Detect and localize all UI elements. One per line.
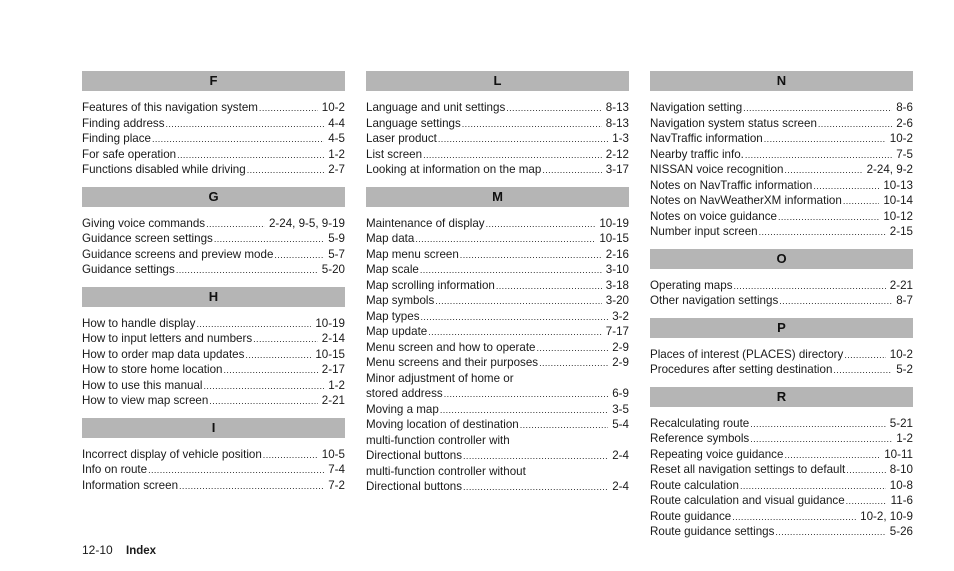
dot-leader [415,231,595,246]
entry-text: NavTraffic information [650,132,763,145]
entry-text: Menu screen and how to operate [366,340,536,354]
index-entry [650,209,913,225]
page-reference: 8-13 [605,101,629,114]
entry-text: Route calculation and visual guidance [650,494,845,507]
entry-text: How to view map screen [82,394,209,407]
index-entry [366,355,629,371]
page-reference: 8-10 [889,463,913,476]
index-entry [650,347,913,363]
dot-leader [428,324,602,339]
entry-text: Moving location of destination [366,418,519,431]
entry-list [650,91,913,240]
section-header: L [366,71,629,91]
page-reference: 3-20 [605,294,629,307]
dot-leader [818,116,892,131]
index-entry [82,116,345,132]
entry-text: Information screen [82,478,179,492]
index-entry [82,378,345,394]
page-reference: 1-2 [328,378,345,392]
dot-leader [784,162,862,177]
index-entry [366,324,629,340]
page-reference: 5-26 [889,525,913,538]
index-entry [82,100,345,116]
entry-text: Reset all navigation settings to default [650,463,846,476]
page-reference: 10-13 [883,178,913,192]
entry-text: Other navigation settings [650,294,779,307]
entry-list [82,307,345,409]
page-reference: 5-7 [328,247,345,261]
index-entry [82,231,345,247]
page-reference: 10-2 [321,101,345,114]
entry-text: Map menu screen [366,247,459,261]
entry-text: Repeating voice guidance [650,447,784,461]
entry-text: For safe operation [82,147,177,161]
entry-text: Places of interest (PLACES) directory [650,347,844,361]
page-reference: 3-10 [605,263,629,276]
index-entry [366,340,629,356]
page-reference: 7-5 [896,147,913,161]
index-entry [366,131,629,147]
dot-leader [750,416,886,431]
page-reference: 2-21 [889,278,913,292]
entry-text: Functions disabled while driving [82,163,246,176]
dot-leader [537,340,609,355]
dot-leader [732,509,856,524]
page-reference: 2-6 [896,116,913,130]
entry-text: Notes on NavWeatherXM information [650,194,842,207]
index-entry [366,293,629,309]
index-entry [366,448,629,464]
entry-text: Number input screen [650,225,758,238]
index-section-f [82,71,345,178]
index-section-g [82,187,345,278]
dot-leader [463,479,608,494]
index-entry [366,433,629,449]
entry-text: Map scale [366,263,419,276]
entry-text: Moving a map [366,402,439,416]
dot-leader [846,493,887,508]
page-reference: 10-19 [315,316,345,330]
index-entry [366,309,629,325]
dot-leader [759,224,886,239]
page-reference: 10-15 [599,232,629,245]
dot-leader [496,278,602,293]
index-entry [366,162,629,178]
index-entry [82,316,345,332]
index-column-3 [650,71,913,549]
dot-leader [833,362,892,377]
entry-text: Navigation system status screen [650,116,817,130]
dot-leader [486,216,596,231]
dot-leader [148,462,324,477]
index-entry [650,178,913,194]
entry-text: Finding address [82,116,165,130]
dot-leader [750,431,892,446]
entry-text: Route calculation [650,478,739,492]
page-reference: 7-2 [328,478,345,492]
entry-text: Nearby traffic info. [650,147,744,161]
page-reference: 10-2 [889,132,913,145]
index-entry [82,247,345,263]
dot-leader [179,478,324,493]
dot-leader [423,147,602,162]
index-entry [366,371,629,387]
dot-leader [214,231,324,246]
dot-leader [420,262,602,277]
dot-leader [779,293,892,308]
dot-leader [435,293,601,308]
page-reference: 4-4 [328,116,345,130]
dot-leader [460,247,602,262]
dot-leader [844,347,885,362]
entry-text: NISSAN voice recognition [650,163,784,176]
page-reference: 10-14 [883,194,913,207]
dot-leader [539,355,608,370]
entry-text: Route guidance settings [650,525,775,538]
dot-leader [843,193,880,208]
dot-leader [542,162,601,177]
index-entry [82,331,345,347]
entry-text: How to input letters and numbers [82,332,253,345]
page-reference: 8-13 [605,116,629,130]
entry-list [650,407,913,540]
dot-leader [274,247,324,262]
entry-text: Guidance screen settings [82,232,213,245]
index-entry [82,478,345,494]
entry-text: Notes on voice guidance [650,209,777,223]
index-section-r [650,387,913,540]
entry-list [650,338,913,378]
dot-leader [813,178,879,193]
dot-leader [421,309,609,324]
entry-text: How to handle display [82,316,196,330]
page-reference: 3-5 [612,402,629,416]
entry-text: Notes on NavTraffic information [650,178,813,192]
index-entry [82,362,345,378]
index-entry [650,524,913,540]
index-section-h [82,287,345,409]
entry-text: Reference symbols [650,432,750,445]
entry-text: multi-function controller with [366,433,510,447]
entry-text: Guidance settings [82,263,175,276]
index-entry [366,100,629,116]
page-reference: 10-5 [321,447,345,461]
page-reference: 2-17 [321,363,345,376]
entry-list [82,438,345,494]
entry-text: Map scrolling information [366,278,495,292]
page-reference: 10-12 [883,209,913,223]
page-reference: 10-8 [889,478,913,492]
entry-text: Directional buttons [366,480,463,493]
dot-leader [734,278,886,293]
page-reference: 3-18 [605,278,629,292]
entry-text: Map update [366,325,428,338]
page-reference: 10-19 [599,216,629,230]
dot-leader [166,116,325,131]
entry-text: stored address [366,387,443,400]
dot-leader [520,417,608,432]
page-reference: 3-2 [612,309,629,323]
entry-text: How to order map data updates [82,347,245,361]
entry-text: Info on route [82,463,148,476]
dot-leader [743,100,892,115]
dot-leader [263,447,318,462]
index-section-l [366,71,629,178]
dot-leader [740,478,886,493]
dot-leader [745,147,892,162]
page-number: 12-10 [82,543,113,557]
dot-leader [259,100,318,115]
index-column-2 [366,71,629,504]
dot-leader [778,209,879,224]
section-header: I [82,418,345,438]
index-section-m [366,187,629,495]
page-reference: 5-20 [321,263,345,276]
index-entry [650,416,913,432]
page-reference: 3-17 [605,163,629,176]
index-column-1 [82,71,345,502]
dot-leader [444,386,609,401]
entry-text: Map symbols [366,294,435,307]
entry-text: multi-function controller without [366,464,526,478]
entry-text: Looking at information on the map [366,163,542,176]
index-entry [650,509,913,525]
index-section-i [82,418,345,494]
dot-leader [253,331,318,346]
entry-text: Language settings [366,116,461,130]
dot-leader [245,347,311,362]
dot-leader [846,462,885,477]
page-reference: 2-12 [605,147,629,161]
dot-leader [440,402,608,417]
entry-list [366,207,629,495]
index-entry [366,147,629,163]
page-footer [82,543,156,557]
entry-text: Map types [366,309,420,323]
page-reference: 1-3 [612,132,629,145]
section-header: F [82,71,345,91]
dot-leader [206,216,265,231]
dot-leader [196,316,311,331]
entry-text: Maintenance of display [366,216,485,230]
index-entry [650,278,913,294]
page-reference: 2-9 [612,340,629,354]
index-entry [82,216,345,232]
index-entry [366,116,629,132]
dot-leader [463,448,608,463]
index-section-o [650,249,913,309]
entry-text: Giving voice commands [82,216,206,230]
page-reference: 5-9 [328,232,345,245]
entry-text: How to use this manual [82,378,203,392]
index-entry [650,224,913,240]
page-reference: 1-2 [328,147,345,161]
section-header: N [650,71,913,91]
page-reference: 10-2 [889,347,913,361]
section-header: G [82,187,345,207]
dot-leader [176,262,318,277]
index-entry [650,447,913,463]
section-header: M [366,187,629,207]
dot-leader [764,131,886,146]
page-reference: 2-24, 9-5, 9-19 [268,216,345,230]
entry-text: Recalculating route [650,416,750,430]
entry-text: How to store home location [82,363,223,376]
entry-text: Navigation setting [650,101,743,114]
entry-text: Features of this navigation system [82,101,258,114]
page-reference: 8-7 [896,294,913,307]
dot-leader [177,147,324,162]
index-entry [82,162,345,178]
page-reference: 7-17 [605,325,629,338]
index-entry [82,131,345,147]
entry-text: Menu screens and their purposes [366,356,539,369]
index-entry [650,493,913,509]
dot-leader [784,447,880,462]
page-reference: 7-4 [328,463,345,476]
index-entry [650,147,913,163]
page-reference: 10-11 [884,447,913,461]
dot-leader [462,116,602,131]
index-entry [82,393,345,409]
index-entry [366,262,629,278]
page-reference: 2-4 [612,449,629,462]
index-entry [82,262,345,278]
entry-text: Incorrect display of vehicle position [82,447,262,461]
index-entry [650,116,913,132]
dot-leader [506,100,602,115]
page-reference: 2-24, 9-2 [866,163,913,176]
dot-leader [247,162,325,177]
entry-text: Operating maps [650,278,733,292]
index-entry [366,402,629,418]
footer-label: Index [126,545,157,557]
entry-list [82,207,345,278]
page-reference: 6-9 [612,387,629,400]
index-entry [650,478,913,494]
page-reference: 10-2, 10-9 [860,509,913,523]
entry-text: Route guidance [650,509,732,523]
page-reference: 4-5 [328,132,345,145]
index-entry [82,147,345,163]
page-reference: 5-2 [896,363,913,376]
entry-text: Guidance screens and preview mode [82,247,274,261]
dot-leader [204,378,325,393]
dot-leader [223,362,317,377]
index-section-p [650,318,913,378]
index-entry [366,479,629,495]
dot-leader [209,393,317,408]
entry-text: Laser product [366,132,437,145]
index-entry [366,464,629,480]
page-reference: 2-16 [605,247,629,261]
page-reference: 1-2 [896,432,913,445]
dot-leader [775,524,885,539]
index-entry [82,462,345,478]
index-section-n [650,71,913,240]
index-entry [82,447,345,463]
page-reference: 2-14 [321,332,345,345]
page-reference: 2-4 [612,480,629,493]
index-entry [650,131,913,147]
page-reference: 8-6 [896,101,913,114]
section-header: R [650,387,913,407]
page-reference: 2-21 [321,394,345,407]
entry-list [650,269,913,309]
dot-leader [152,131,324,146]
page-reference: 2-7 [328,163,345,176]
page-reference: 11-6 [890,494,913,507]
index-entry [366,231,629,247]
index-entry [650,431,913,447]
entry-list [82,91,345,178]
index-entry [650,362,913,378]
index-entry [366,386,629,402]
page-reference: 10-15 [315,347,345,361]
index-entry [650,162,913,178]
index-entry [650,293,913,309]
page-reference: 5-4 [612,418,629,431]
section-header: P [650,318,913,338]
index-entry [650,462,913,478]
section-header: H [82,287,345,307]
index-entry [366,417,629,433]
index-entry [650,100,913,116]
index-entry [366,247,629,263]
index-entry [82,347,345,363]
section-header: O [650,249,913,269]
index-entry [366,216,629,232]
entry-text: Directional buttons [366,449,463,462]
entry-text: Language and unit settings [366,101,506,114]
page-reference: 5-21 [889,416,913,430]
page-reference: 2-15 [889,225,913,238]
index-entry [366,278,629,294]
entry-text: Finding place [82,132,151,145]
entry-text: Map data [366,232,415,245]
entry-list [366,91,629,178]
index-entry [650,193,913,209]
entry-text: Minor adjustment of home or [366,371,514,385]
entry-text: Procedures after setting destination [650,363,833,376]
entry-text: List screen [366,147,423,161]
dot-leader [438,131,608,146]
page-reference: 2-9 [612,356,629,369]
